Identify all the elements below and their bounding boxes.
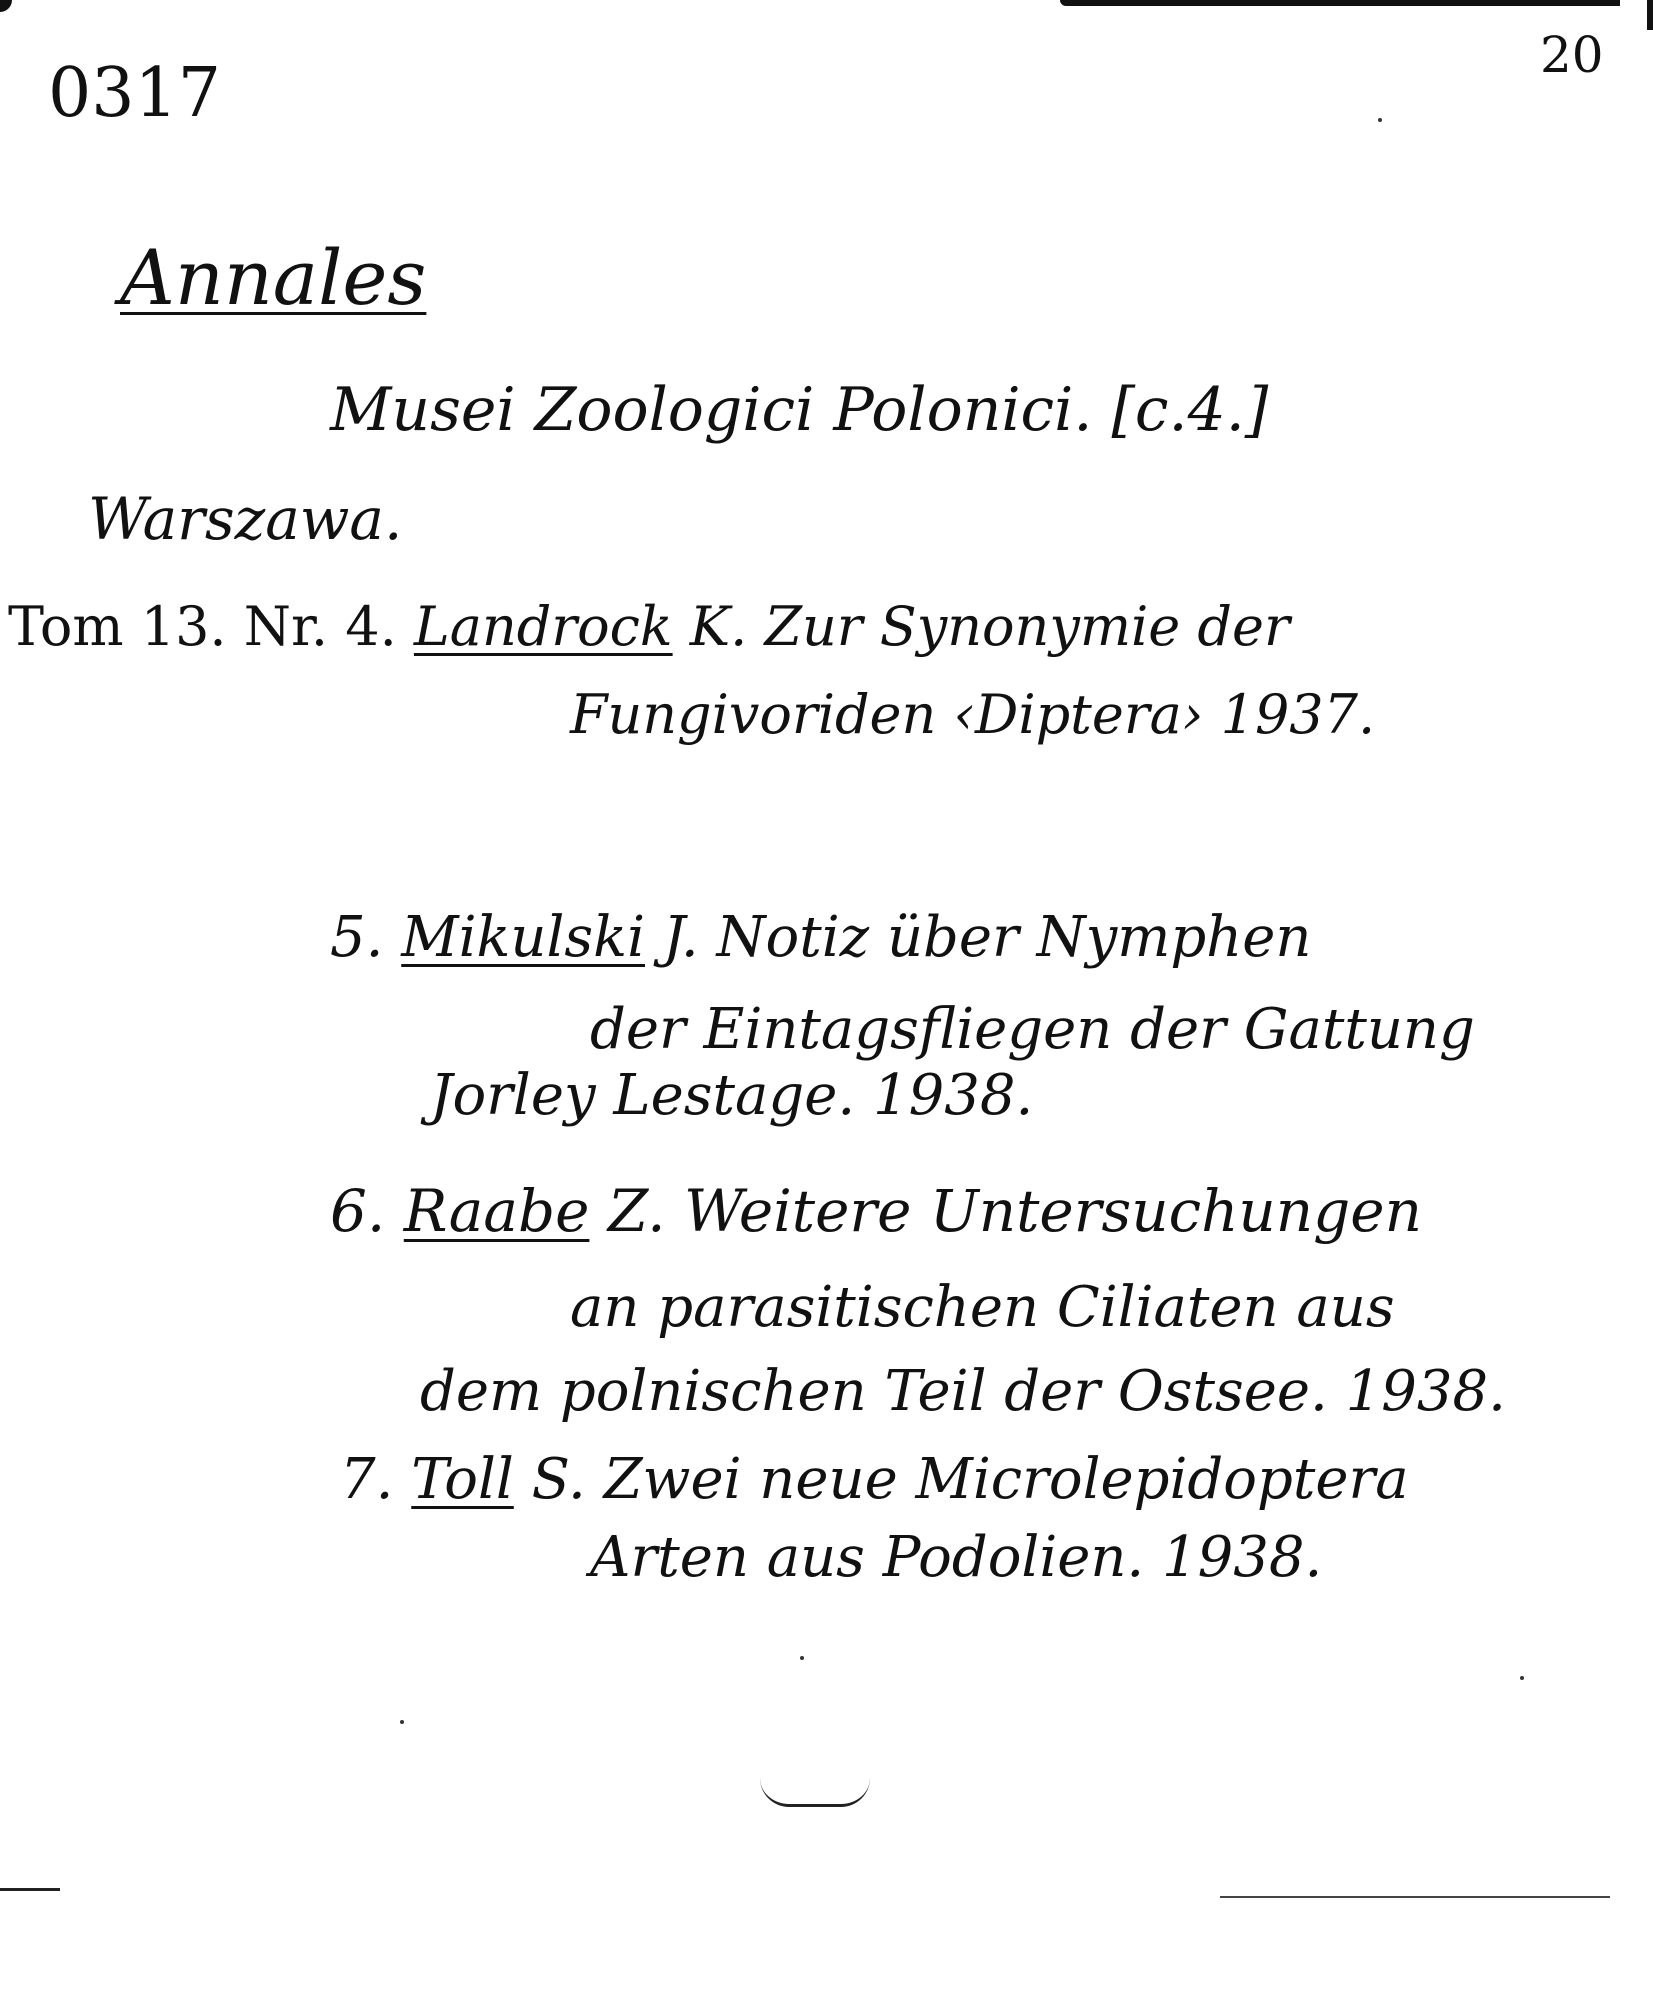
entry-5 (330, 905, 1312, 970)
ink-speck (800, 1656, 804, 1660)
entry-author: Mikulski (401, 905, 645, 970)
entry-author-initial: Z. (607, 1177, 666, 1245)
entry-5-line3: Jorley Lestage. 1938. (430, 1063, 1034, 1128)
card-bottom-left-edge (0, 1888, 60, 1891)
entry-title: Zur Synonymie der (764, 595, 1290, 658)
entry-author: Raabe (403, 1177, 590, 1245)
entry-7-line2: Arten aus Podolien. 1938. (590, 1525, 1323, 1590)
entry-author-initial: K. (689, 595, 748, 658)
card-top-edge (1060, 0, 1620, 6)
entry-6 (330, 1177, 1422, 1245)
entry-5-line2: der Eintagsfliegen der Gattung (590, 997, 1475, 1062)
page-number: 20 (1540, 26, 1604, 84)
entry-title: Weitere Untersuchungen (684, 1177, 1422, 1245)
call-number: 0317 (48, 54, 222, 133)
entry-title: Zwei neue Microlepidoptera (603, 1447, 1409, 1512)
card-corner-mark (0, 0, 12, 12)
entry-title: Notiz über Nymphen (716, 905, 1312, 970)
entry-number: 6. (330, 1177, 386, 1245)
entry-author-initial: S. (531, 1447, 586, 1512)
ink-smudge (760, 1778, 870, 1807)
entry-6-line3: dem polnischen Teil der Ostsee. 1938. (420, 1359, 1506, 1424)
entry-number: 5. (330, 905, 384, 970)
ink-speck (1520, 1676, 1524, 1680)
volume-label: Tom 13. Nr. 4. (8, 595, 397, 658)
journal-subtitle: Musei Zoologici Polonici. [c.4.] (330, 375, 1269, 445)
journal-title: Annales (120, 233, 427, 322)
volume-entry (8, 595, 1290, 658)
entry-author-initial: J. (662, 905, 699, 970)
entry-title-continued: Fungivoriden ‹Diptera› 1937. (570, 683, 1376, 746)
entry-number: 7. (340, 1447, 394, 1512)
entry-7 (340, 1447, 1409, 1512)
ink-speck (1378, 118, 1382, 122)
entry-author: Landrock (413, 595, 673, 658)
publication-place: Warszawa. (88, 485, 403, 553)
entry-6-line2: an parasitischen Ciliaten aus (570, 1275, 1395, 1340)
card-bottom-right-edge (1220, 1896, 1610, 1898)
card-right-edge (1647, 0, 1653, 30)
entry-author: Toll (411, 1447, 514, 1512)
ink-speck (400, 1720, 404, 1724)
